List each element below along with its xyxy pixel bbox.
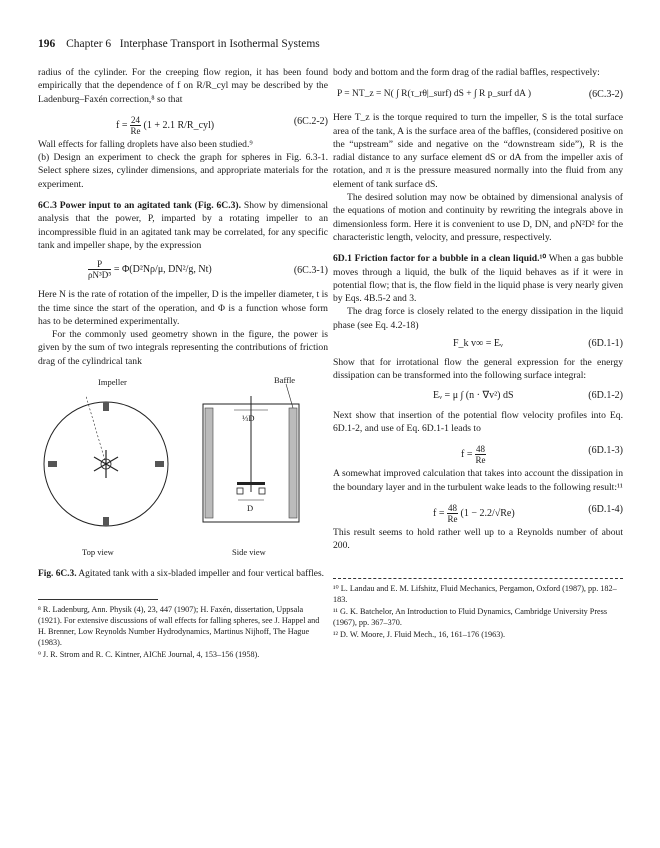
equation-6C.3-1: $\frac{P}{\text{ρN³D⁵}}$ = Φ(D²Nρ/μ, DN²/g, Nt) (6C.3-1) — [88, 259, 328, 281]
paragraph: The drag force is closely related to the energy dissipation in the liquid phase (see Eq. 4.2-18) — [333, 306, 623, 331]
paragraph: Next show that insertion of the potential flow velocity profiles into Eq. 6D.1-2, and use of Eq. 6D.1-1 leads to — [333, 409, 623, 434]
agitated-tank-diagram — [38, 374, 328, 544]
footnote: ¹⁰ L. Landau and E. M. Lifshitz, Fluid Mechanics, Pergamon, Oxford (1987), pp. 182–183. — [333, 584, 617, 605]
page-number: 196 — [38, 38, 56, 50]
paragraph: A somewhat improved calculation that takes into account the dissipation in the boundary layer and in the turbulent wake leads to the following result:¹¹ — [333, 468, 623, 493]
paragraph: Wall effects for falling droplets have also been studied.⁹ — [38, 138, 253, 150]
footnote: ⁹ J. R. Strom and R. C. Kintner, AIChE Journal, 4, 153–156 (1958). — [38, 649, 260, 659]
footnote: ⁸ R. Ladenburg, Ann. Physik (4), 23, 447 (1907); H. Faxén, dissertation, Uppsala (1921). For extensive discussions of wall effects for falling spheres, see J. Happel and H. Brenner, Low Reynolds Number Hydrodynamics, Martinus Nijhoff, The Hague (1983). — [38, 604, 320, 647]
footnotes-right — [333, 583, 623, 640]
footnote-rule — [38, 599, 158, 600]
figure-caption: Fig. 6C.3. Agitated tank with a six-bladed impeller and four vertical baffles. — [38, 569, 324, 580]
paragraph: radius of the cylinder. For the creeping flow region, it has been found empirically that the dependence of f on R/R_cyl may be described by the Ladenburg–Faxén correction,⁸ so that — [38, 67, 328, 105]
impeller-label: Impeller — [98, 377, 127, 388]
paragraph: The desired solution may now be obtained by dimensional analysis of the equations of motion and continuity by rewriting the integrals above in dimensionless form. Here it is convenient to use D, DN, and ρN²D² for the characteristic length, velocity, and pressure, respectively. — [333, 192, 623, 243]
equation-6D.1-4: f = $\frac{48}{Re}$ (1 − 2.2/√Re) (6D.1-4) — [433, 502, 623, 524]
paragraph: This result seems to hold rather well up to a Reynolds number of about 200. — [333, 526, 623, 552]
chapter-title: Interphase Transport in Isothermal Systems — [119, 38, 320, 50]
problem-heading: 6D.1 Friction factor for a bubble in a clean liquid.¹⁰ — [333, 253, 547, 265]
left-column — [38, 66, 328, 661]
paragraph: body and bottom and the form drag of the radial baffles, respectively: — [333, 67, 600, 78]
paragraph: Here T_z is the torque required to turn the impeller, S is the total surface area of the tank, A is the surface area of the baffles, (considered positive on the “upstream” side and negative on the “downstream side”), R is the radial distance to any surface element dS or dA from the impeller axis of rotation, and π is the pressure measured normally into the fluid from any element of tank surface dS. — [333, 112, 623, 190]
footnote: ¹¹ G. K. Batchelor, An Introduction to Fluid Dynamics, Cambridge University Press (1967), pp. 367–370. — [333, 607, 608, 628]
paragraph: For the commonly used geometry shown in the figure, the power is given by the sum of two integrals representing the contributions of friction drag of the cylindrical tank — [38, 329, 328, 367]
footnote: ¹² D. W. Moore, J. Fluid Mech., 16, 161–176 (1963). — [333, 630, 506, 640]
baffle-label: Baffle — [274, 375, 296, 386]
paragraph: Here N is the rate of rotation of the impeller, D is the impeller diameter, t is the time since the start of the operation, and Φ is a function whose form has to be determined experimentally. — [38, 289, 328, 327]
equation-6C.2-2: f = $\frac{24}{Re}$ (1 + 2.1 R/R_cyl) (6C.2-2) — [116, 114, 328, 136]
paragraph: Show that for irrotational flow the general expression for the energy dissipation can be transformed into the following surface integral: — [333, 357, 623, 382]
top-view-label: Top view — [82, 547, 114, 558]
right-column — [333, 66, 623, 641]
equation-6D.1-3: f = $\frac{48}{Re}$ (6D.1-3) — [461, 444, 623, 466]
equation-6D.1-2: Eᵥ = μ ∫ (n · ∇v²) dS (6D.1-2) — [433, 389, 623, 401]
problem-6D.1: 6D.1 Friction factor for a bubble in a clean liquid.¹⁰ When a gas bubble moves through a liquid, the bulk of the liquid behaves as if it were in potential flow; that is, the flow field in the liquid phase is very nearly given by Eqs. 4B.5-2 and 3. — [333, 253, 623, 305]
page-header — [38, 38, 320, 50]
side-view-label: Side view — [232, 547, 266, 558]
paragraph: (b) Design an experiment to check the graph for spheres in Fig. 6.3-1. Select sphere sizes, cylinder dimensions, and appropriate materials for the experiment. — [38, 152, 328, 190]
dimension-third-d: ⅓D — [242, 413, 255, 424]
figure-6C.3 — [38, 374, 328, 564]
equation-6D.1-1: F_k v∞ = Eᵥ (6D.1-1) — [453, 338, 623, 350]
chapter-label: Chapter 6 — [66, 38, 112, 50]
dimension-d: D — [247, 503, 254, 514]
equation-6C.3-2: P = NT_z = N( ∫ R(τ_rθ|_surf) dS + ∫ R p_surf dA ) (6C.3-2) — [337, 89, 623, 101]
footnote-rule — [333, 578, 623, 579]
problem-heading: 6C.3 Power input to an agitated tank (Fig. 6C.3). — [38, 200, 241, 212]
problem-6C.3: 6C.3 Power input to an agitated tank (Fig. 6C.3). Show by dimensional analysis that the power, P, imparted by a rotating impeller to an incompressible fluid in an agitated tank may be correlated, for any specific tank and impeller shape, by the expression — [38, 200, 328, 251]
footnotes-left — [38, 604, 328, 660]
